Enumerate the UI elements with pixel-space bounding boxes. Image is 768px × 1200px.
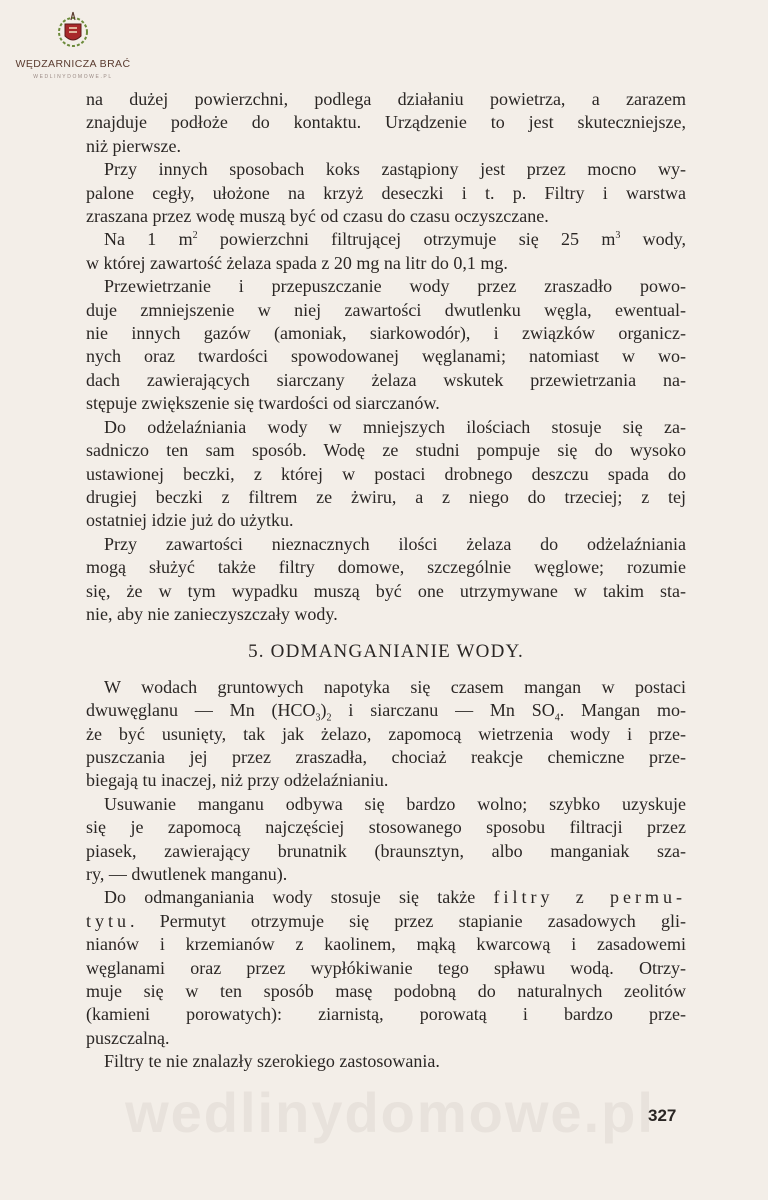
text-line: nie innych gazów (amoniak, siarkowodór), i związków organicz-	[86, 323, 686, 344]
text-line: mogą służyć także filtry domowe, szczególnie węglowe; rozumie	[86, 557, 686, 578]
paragraph-8	[86, 793, 686, 887]
paragraph-2	[86, 158, 686, 228]
paragraph-1	[86, 88, 686, 158]
text-line: tytu. Permutyt otrzymuje się przez stapianie zasadowych gli-	[86, 910, 686, 931]
text-line: Do odmanganiania wody stosuje się także filtry z permu-	[104, 887, 686, 908]
page-number: 327	[648, 1106, 677, 1125]
text-line: nych oraz twardości spowodowanej węglanami; natomiast w wo-	[86, 346, 686, 367]
text-line: nie, aby nie zanieczyszczały wody.	[86, 603, 338, 624]
paragraph-6	[86, 533, 686, 627]
paragraph-3	[86, 228, 686, 275]
text-line: biegają tu inaczej, niż przy odżelaźnianiu.	[86, 770, 389, 791]
text-line: dwuwęglanu — Mn $(HCO_3)_2$ i siarczanu — Mn $SO_4$. Mangan mo-	[86, 700, 686, 724]
text-line: puszczania jej przez zraszadła, chociaż reakcje chemiczne prze-	[86, 746, 686, 767]
text-line: piasek, zawierający brunatnik (braunsztyn, albo manganiak sza-	[86, 840, 686, 861]
body-text	[86, 88, 686, 1074]
publisher-logo	[14, 10, 132, 80]
text-line: Filtry te nie znalazły szerokiego zastosowania.	[104, 1051, 440, 1072]
text-line: ustawionej beczki, z której w postaci drobnego deszczu spada do	[86, 463, 686, 484]
text-line: Przy zawartości nieznacznych ilości żelaza do odżelaźniania	[104, 533, 686, 554]
text-line: w której zawartość żelaza spada z 20 mg na litr do 0,1 mg.	[86, 252, 508, 273]
text-line: Usuwanie manganu odbywa się bardzo wolno; szybko uzyskuje	[104, 793, 686, 814]
text-line: puszczalną.	[86, 1027, 170, 1048]
paragraph-10	[86, 1050, 686, 1073]
text-line: znajduje podłoże do kontaktu. Urządzenie to jest skuteczniejsze,	[86, 112, 686, 133]
text-line: niż pierwsze.	[86, 135, 181, 156]
text-line: Przy innych sposobach koks zastąpiony jest przez mocno wy-	[104, 159, 686, 180]
text-line: zraszana przez wodę muszą być od czasu do czasu oczyszczane.	[86, 206, 549, 227]
spaced-term: tytu	[86, 910, 131, 931]
paragraph-4	[86, 275, 686, 415]
text-line: Przewietrzanie i przepuszczanie wody przez zraszadło powo-	[104, 276, 686, 297]
text-line: ostatniej idzie już do użytku.	[86, 510, 294, 531]
text-line: dach zawierających siarczany żelaza wskutek przewietrzania na-	[86, 369, 686, 390]
paragraph-7	[86, 676, 686, 793]
text-line: węglanami oraz przez wypłókiwanie tego spławu wodą. Otrzy-	[86, 957, 686, 978]
text-line: drugiej beczki z filtrem ze żwiru, a z niego do trzeciej; z tej	[86, 486, 686, 507]
spaced-term: filtry z permu-	[493, 887, 686, 908]
text-line: się, że w tym wypadku muszą być one utrzymywane w takim sta-	[86, 580, 686, 601]
text-line: Na 1 $m^2$ powierzchni filtrującej otrzymuje się 25 $m^3$ wody,	[104, 229, 686, 250]
text-line: że być usunięty, tak jak żelazo, zapomocą wietrzenia wody i prze-	[86, 723, 686, 744]
text-line: ry, — dwutlenek manganu).	[86, 864, 288, 884]
crest-icon	[53, 10, 93, 50]
paragraph-9	[86, 886, 686, 1050]
text-line: palone cegły, ułożone na krzyż deseczki i t. p. Filtry i warstwa	[86, 182, 686, 203]
section-heading: 5. ODMANGANIANIE WODY.	[248, 641, 524, 663]
text-line: muje się w ten sposób masę podobną do naturalnych zeolitów	[86, 981, 686, 1002]
publisher-url: WEDLINYDOMOWE.PL	[33, 74, 113, 80]
text-line: W wodach gruntowych napotyka się czasem mangan w postaci	[104, 676, 686, 697]
text-line: duje zmniejszenie w niej zawartości dwutlenku węgla, ewentual-	[86, 299, 686, 320]
text-line: się je zapomocą najczęściej stosowanego sposobu filtracji przez	[86, 817, 686, 838]
watermark: wedlinydomowe.pl	[125, 1081, 655, 1144]
text-line: sadniczo ten sam sposób. Wodę ze studni pompuje się do wysoko	[86, 440, 686, 461]
paragraph-5	[86, 416, 686, 533]
text-line: stępuje zwiększenie się twardości od siarczanów.	[86, 393, 440, 414]
publisher-brand: WĘDZARNICZA BRAĆ	[15, 58, 131, 70]
text-line: Do odżelaźniania wody w mniejszych ilościach stosuje się za-	[104, 416, 686, 437]
text-line: na dużej powierzchni, podlega działaniu powietrza, a zarazem	[86, 89, 686, 109]
text-line: (kamieni porowatych): ziarnistą, porowatą i bardzo prze-	[86, 1004, 686, 1025]
text-line: nianów i krzemianów z kaolinem, mąką kwarcową i zasadowemi	[86, 934, 686, 955]
